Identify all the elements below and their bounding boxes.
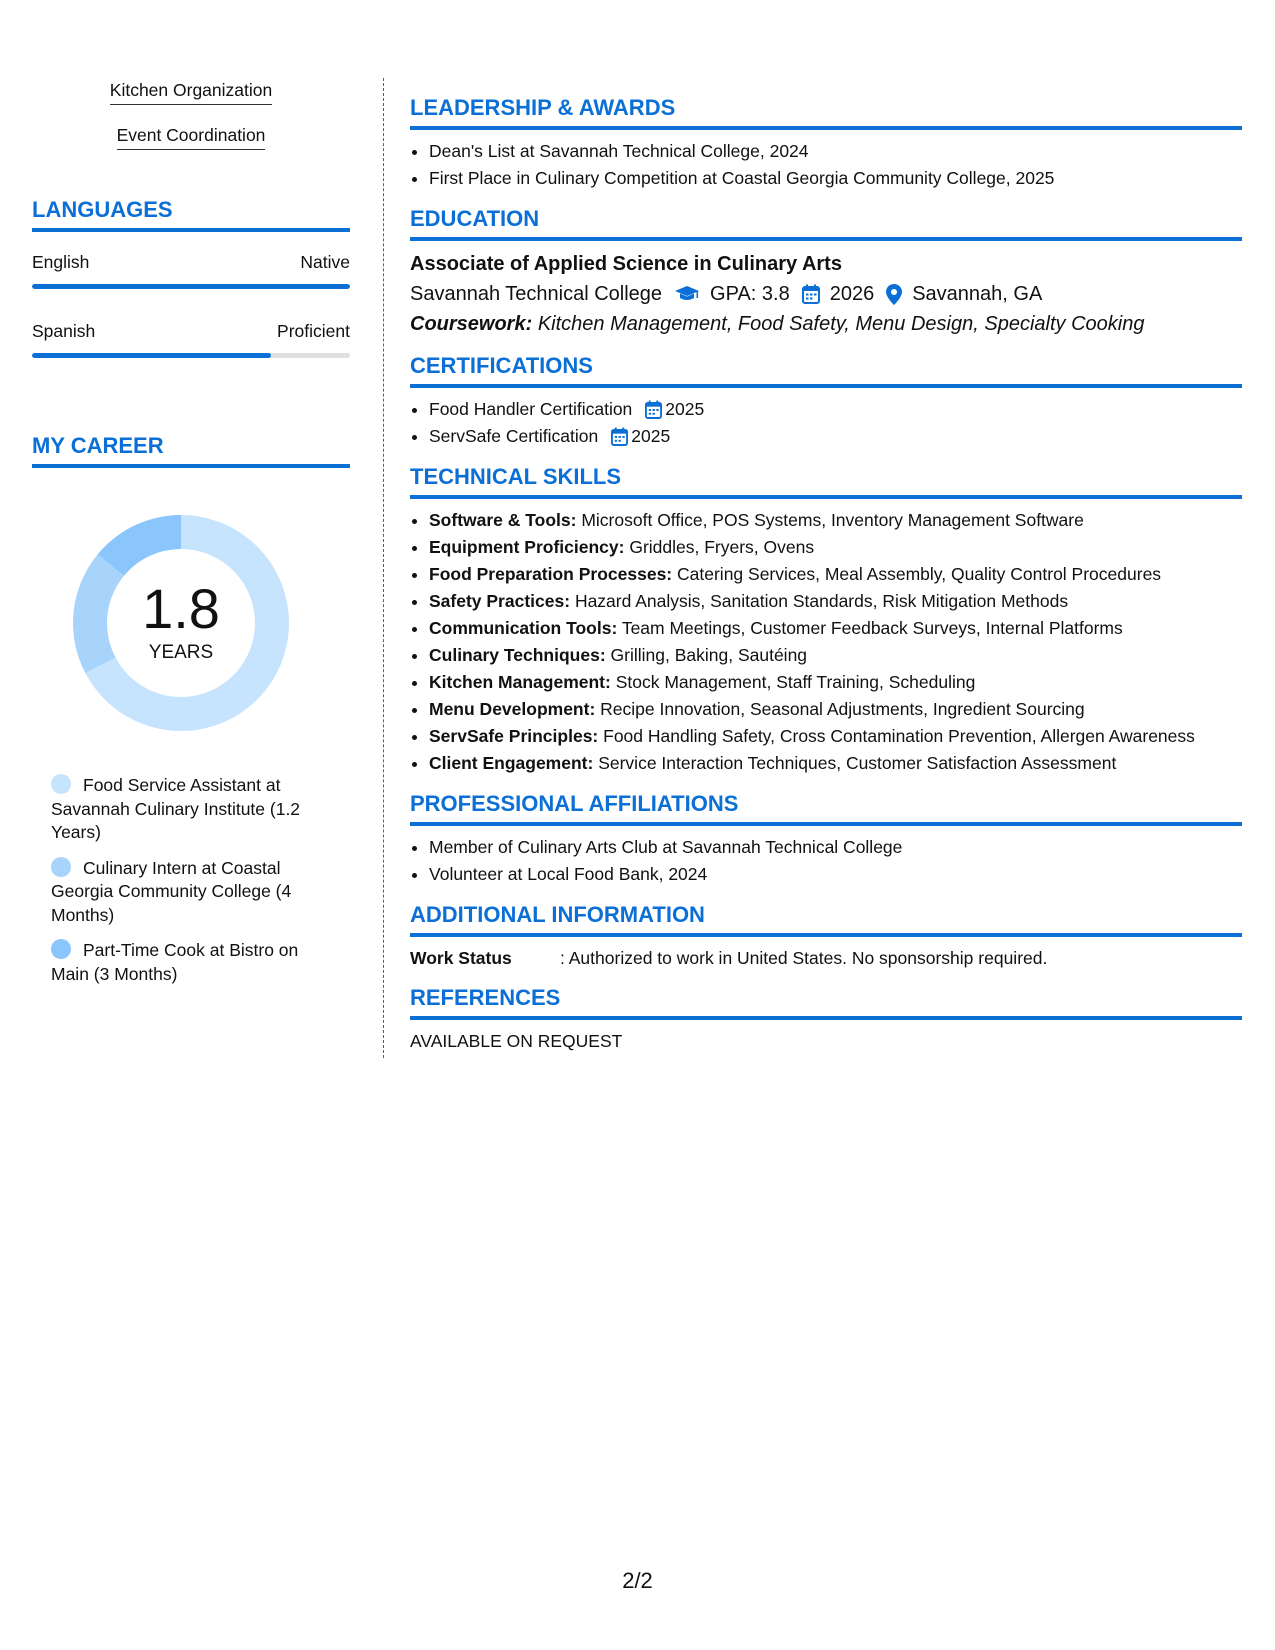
certification-item bbox=[429, 423, 1242, 450]
skill-label: Menu Development: bbox=[429, 699, 596, 719]
skill-value: Microsoft Office, POS Systems, Inventory Management Software bbox=[581, 510, 1084, 530]
skill-label: ServSafe Principles: bbox=[429, 726, 599, 746]
skill-tag: Kitchen Organization bbox=[110, 78, 272, 105]
gpa: GPA: 3.8 bbox=[710, 283, 790, 305]
skill-label: Culinary Techniques: bbox=[429, 645, 606, 665]
legend-dot bbox=[51, 939, 71, 959]
skill-label: Safety Practices: bbox=[429, 591, 571, 611]
legend-dot bbox=[51, 774, 71, 794]
additional-info-section bbox=[410, 901, 1242, 971]
list-item: • Member of Culinary Arts Club at Savannah Technical College bbox=[429, 834, 1242, 861]
career-item-text: Part-Time Cook at Bistro on Main (3 Months) bbox=[51, 940, 299, 984]
graduation-cap-icon bbox=[674, 285, 700, 303]
section-heading: EDUCATION bbox=[410, 205, 1242, 241]
career-item-text: Food Service Assistant at Savannah Culinary Institute (1.2 Years) bbox=[51, 775, 301, 842]
list-item: • First Place in Culinary Competition at Coastal Georgia Community College, 2025 bbox=[429, 165, 1242, 192]
skill-item bbox=[429, 507, 1242, 534]
column-divider bbox=[383, 78, 384, 1058]
certifications-section bbox=[410, 352, 1242, 450]
career-donut-chart bbox=[66, 508, 296, 738]
language-bar bbox=[32, 353, 350, 358]
certification-name: • ServSafe Certification bbox=[429, 426, 599, 446]
calendar-icon bbox=[802, 284, 820, 304]
skill-value: Stock Management, Staff Training, Scheduling bbox=[615, 672, 976, 692]
list-item: • Volunteer at Local Food Bank, 2024 bbox=[429, 861, 1242, 888]
skill-item bbox=[429, 534, 1242, 561]
education-details bbox=[410, 279, 1242, 309]
career-item bbox=[51, 857, 341, 928]
languages-heading: LANGUAGES bbox=[32, 196, 350, 232]
main-content bbox=[410, 94, 1242, 1067]
career-heading: MY CAREER bbox=[32, 432, 350, 468]
references-text: AVAILABLE ON REQUEST bbox=[410, 1031, 623, 1051]
skill-item bbox=[429, 750, 1242, 777]
language-name: Spanish bbox=[32, 321, 96, 341]
section-heading: PROFESSIONAL AFFILIATIONS bbox=[410, 790, 1242, 826]
coursework-label: Coursework: bbox=[410, 313, 533, 335]
coursework bbox=[410, 309, 1242, 339]
skill-value: Griddles, Fryers, Ovens bbox=[629, 537, 815, 557]
section-heading: REFERENCES bbox=[410, 984, 1242, 1020]
page-number: 2/2 bbox=[622, 1568, 653, 1593]
career-item-text: Culinary Intern at Coastal Georgia Community College (4 Months) bbox=[51, 857, 292, 925]
skill-item bbox=[429, 615, 1242, 642]
certification-year: 2025 bbox=[665, 399, 705, 419]
school-location: Savannah, GA bbox=[912, 283, 1043, 305]
skill-item bbox=[429, 696, 1242, 723]
list-item: • Dean's List at Savannah Technical College, 2024 bbox=[429, 138, 1242, 165]
skill-item bbox=[429, 642, 1242, 669]
skill-value: Grilling, Baking, Sautéing bbox=[610, 645, 808, 665]
language-bar bbox=[32, 284, 350, 289]
work-status-value: : Authorized to work in United States. No sponsorship required. bbox=[560, 948, 1048, 968]
work-status-row bbox=[410, 945, 1242, 971]
sidebar bbox=[32, 78, 350, 986]
work-status-label: Work Status bbox=[410, 948, 512, 968]
skill-label: Food Preparation Processes: bbox=[429, 564, 673, 584]
skill-value: Food Handling Safety, Cross Contamination Prevention, Allergen Awareness bbox=[603, 726, 1195, 746]
affiliations-section bbox=[410, 790, 1242, 888]
certification-year: 2025 bbox=[631, 426, 671, 446]
career-item bbox=[51, 939, 341, 986]
technical-skills-section bbox=[410, 463, 1242, 777]
calendar-icon bbox=[645, 400, 662, 419]
section-heading: ADDITIONAL INFORMATION bbox=[410, 901, 1242, 937]
section-heading: LEADERSHIP & AWARDS bbox=[410, 94, 1242, 130]
language-bar-fill bbox=[32, 353, 271, 358]
references-section bbox=[410, 984, 1242, 1054]
skill-value: Recipe Innovation, Seasonal Adjustments, Ingredient Sourcing bbox=[600, 699, 1085, 719]
leadership-section bbox=[410, 94, 1242, 192]
education-section bbox=[410, 205, 1242, 339]
career-item bbox=[51, 774, 341, 845]
skill-value: Team Meetings, Customer Feedback Surveys, Internal Platforms bbox=[621, 618, 1123, 638]
coursework-text: Kitchen Management, Food Safety, Menu Design, Specialty Cooking bbox=[537, 313, 1145, 335]
calendar-icon bbox=[611, 427, 628, 446]
skill-label: Client Engagement: bbox=[429, 753, 594, 773]
language-name: English bbox=[32, 252, 90, 272]
skill-item bbox=[429, 723, 1242, 750]
language-row bbox=[32, 319, 350, 358]
skill-item bbox=[429, 669, 1242, 696]
language-bar-fill bbox=[32, 284, 350, 289]
skill-value: Service Interaction Techniques, Customer Satisfaction Assessment bbox=[598, 753, 1117, 773]
section-heading: CERTIFICATIONS bbox=[410, 352, 1242, 388]
career-total-unit: YEARS bbox=[148, 642, 214, 663]
certification-name: • Food Handler Certification bbox=[429, 399, 633, 419]
skill-label: Kitchen Management: bbox=[429, 672, 611, 692]
skill-item bbox=[429, 561, 1242, 588]
skill-label: Software & Tools: bbox=[429, 510, 577, 530]
skill-value: Catering Services, Meal Assembly, Quality Control Procedures bbox=[677, 564, 1162, 584]
language-level: Proficient bbox=[277, 321, 350, 341]
skill-item bbox=[429, 588, 1242, 615]
skill-label: Equipment Proficiency: bbox=[429, 537, 625, 557]
legend-dot bbox=[51, 857, 71, 877]
section-heading: TECHNICAL SKILLS bbox=[410, 463, 1242, 499]
certification-item bbox=[429, 396, 1242, 423]
graduation-year: 2026 bbox=[829, 283, 875, 305]
skill-tag: Event Coordination bbox=[117, 123, 266, 150]
school-name: Savannah Technical College bbox=[410, 283, 663, 305]
language-row bbox=[32, 250, 350, 289]
skill-label: Communication Tools: bbox=[429, 618, 618, 638]
map-pin-icon bbox=[886, 284, 902, 305]
career-legend bbox=[51, 774, 341, 986]
degree-title: Associate of Applied Science in Culinary Arts bbox=[410, 253, 842, 275]
skill-value: Hazard Analysis, Sanitation Standards, Risk Mitigation Methods bbox=[574, 591, 1069, 611]
language-level: Native bbox=[300, 252, 350, 272]
career-total-value: 1.8 bbox=[142, 577, 220, 640]
